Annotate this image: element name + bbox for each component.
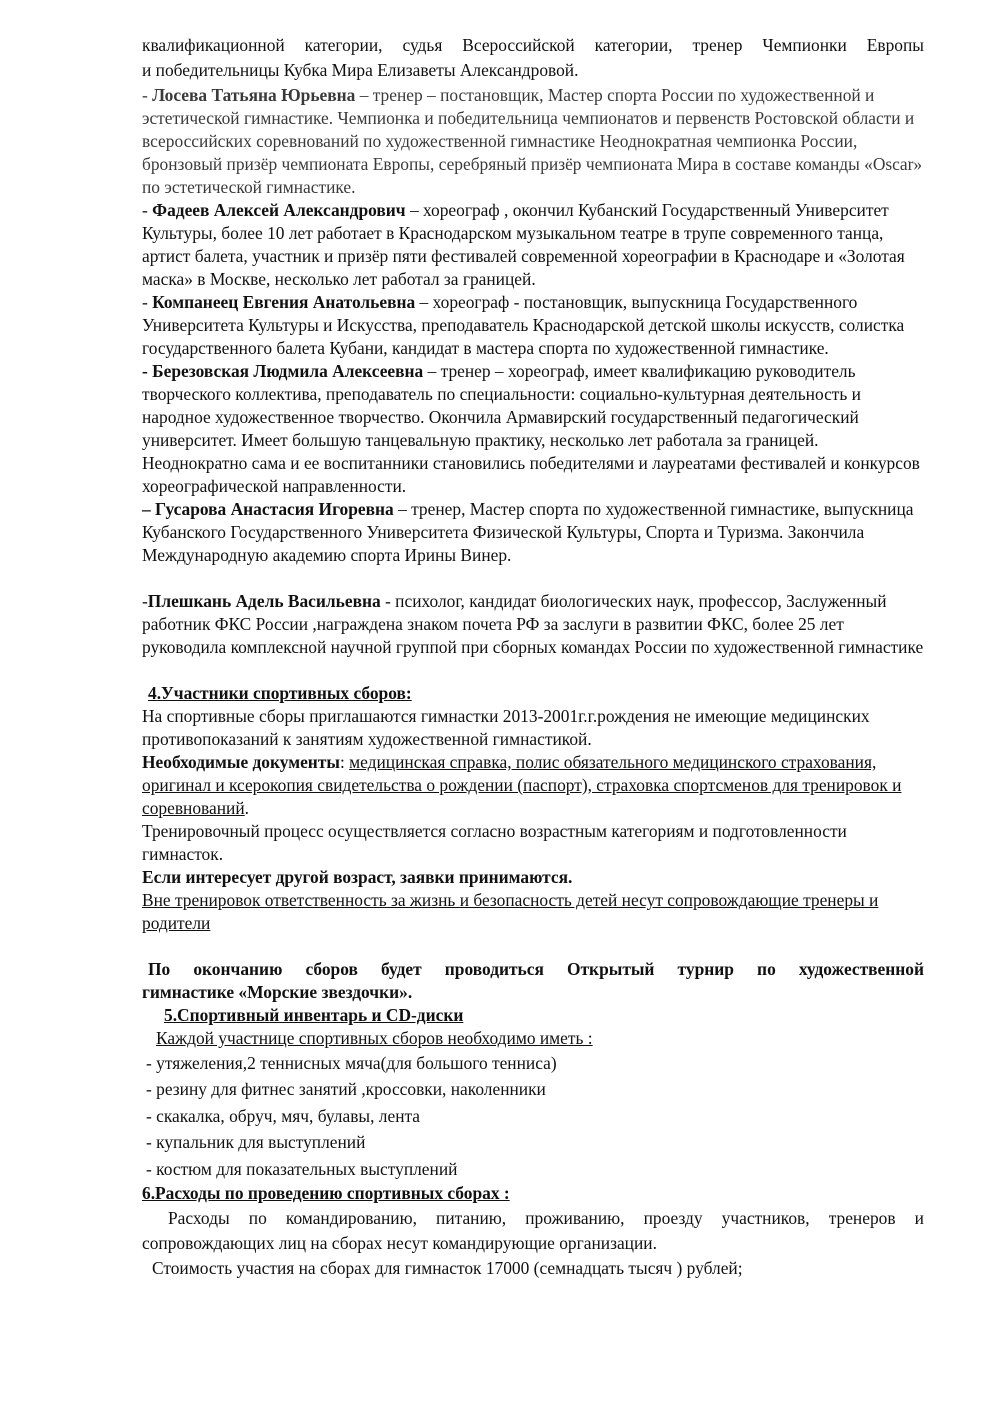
staff-entry-fadeev <box>142 199 924 291</box>
section-4-responsibility <box>142 889 924 935</box>
section-6-title: 6.Расходы по проведению спортивных сборах : <box>142 1183 510 1204</box>
section-4-training-process: Тренировочный процесс осуществляется согласно возрастным категориям и подготовленности гимнасток. <box>142 821 847 864</box>
spacer <box>142 567 924 590</box>
intro-line-2: и победительницы Кубка Мира Елизаветы Александровой. <box>142 60 579 80</box>
staff-description: – тренер – постановщик, Мастер спорта России по художественной и эстетической гимнастике. Чемпионка и победительница чемпионатов и первенств Ростовской области и всероссийских соревнований по художественной гимнастике Неоднократная чемпионка России, бронзовый призёр чемпионата Европы, серебряный призёр чемпионата Мира в составе команды «Oscar» по эстетической гимнастике. <box>142 85 923 197</box>
staff-name: Лосева Татьяна Юрьевна <box>152 85 356 105</box>
documents-list: медицинская справка, полис обязательного медицинского страхования, оригинал и ксерокопия свидетельства о рождении (паспорт), страховка спортсменов для тренировок и соревнований <box>142 752 902 818</box>
staff-prefix: - <box>142 200 153 220</box>
staff-entry-kompaneets <box>142 291 924 360</box>
staff-description: – хореограф - постановщик, выпускница Государственного Университета Культуры и Искусства, преподаватель Краснодарской детской школы искусств, солистка государственного балета Кубани, кандидат в мастера спорта по художественной гимнастике. <box>142 292 905 358</box>
staff-name: Фадеев Алексей Александрович <box>152 200 406 220</box>
section-4-title: 4.Участники спортивных сборов: <box>148 683 412 703</box>
tournament-text-1: По окончанию сборов будет проводиться Открытый турнир по художественной <box>148 959 924 979</box>
staff-name: – Гусарова Анастасия Игоревна <box>142 499 394 519</box>
tournament-text-2: гимнастике «Морские звездочки». <box>142 982 413 1002</box>
section-6-expenses-line-2: сопровождающих лиц на сборах несут командирующие организации. <box>142 1233 657 1254</box>
section-6-cost: Стоимость участия на сборах для гимнасток 17000 (семнадцать тысяч ) рублей; <box>152 1258 743 1279</box>
list-item: - скакалка, обруч, мяч, булавы, лента <box>146 1105 421 1126</box>
staff-description: - психолог, кандидат биологических наук, профессор, Заслуженный работник ФКС России ,награждена знаком почета РФ за заслуги в развитии ФКС, более 25 лет руководила комплексной научной группой при сборных командах России по художественной гимнастике <box>142 591 924 657</box>
section-5-intro <box>142 1027 924 1050</box>
staff-name: - Березовская Людмила Алексеевна <box>142 361 424 381</box>
staff-name: Плешкань Адель Васильевна <box>147 591 381 611</box>
section-4-heading <box>142 682 924 705</box>
spacer <box>142 659 924 682</box>
documents-label: Необходимые документы <box>142 752 340 772</box>
responsibility-note: Вне тренировок ответственность за жизнь и безопасность детей несут сопровождающие тренеры и родители <box>142 890 879 933</box>
list-item: - утяжеления,2 теннисных мяча(для большого тенниса) <box>146 1053 557 1073</box>
staff-description: – тренер – хореограф, имеет квалификацию руководитель творческого коллектива, преподаватель по специальности: социально-культурная деятельность и народное художественное творчество. Окончила Армавирский государственный педагогический университет. Имеет большую танцевальную практику, несколько лет работала за границей. Неоднократно сама и ее воспитанники становились победителями и лауреатами фестивалей и конкурсов хореографической направленности. <box>142 361 920 496</box>
list-item: - купальник для выступлений <box>146 1132 366 1153</box>
list-item: - костюм для показательных выступлений <box>146 1158 458 1179</box>
tournament-line-2 <box>142 981 924 1004</box>
section-6-heading <box>142 1182 924 1205</box>
staff-prefix: - <box>142 292 153 312</box>
staff-description: – тренер, Мастер спорта по художественной гимнастике, выпускница Кубанского Государственного Университета Физической Культуры, Спорта и Туризма. Закончила Международную академию спорта Ирины Винер. <box>142 499 914 565</box>
documents-end: . <box>244 798 250 818</box>
list-item: - резину для фитнес занятий ,кроссовки, наколенники <box>146 1079 546 1100</box>
documents-colon: : <box>339 752 350 772</box>
staff-entry-berezovskaya <box>142 360 924 498</box>
staff-prefix: - <box>142 85 153 105</box>
spacer <box>142 935 924 958</box>
section-4-other-age <box>142 866 924 889</box>
other-age-note: Если интересует другой возраст, заявки принимаются. <box>142 867 573 887</box>
section-5-title: 5.Спортивный инвентарь и CD-диски <box>164 1005 464 1025</box>
section-4-documents <box>142 751 924 820</box>
staff-entry-loseva <box>142 84 924 199</box>
section-4-invitation: На спортивные сборы приглашаются гимнастки 2013-2001г.г.рождения не имеющие медицинских противопоказаний к занятиям художественной гимнастикой. <box>142 706 870 749</box>
section-5-heading <box>142 1004 924 1027</box>
section-5-intro-text: Каждой участнице спортивных сборов необходимо иметь : <box>156 1028 593 1048</box>
staff-entry-gusarova <box>142 498 924 567</box>
intro-line-1: квалификационной категории, судья Всероссийской категории, тренер Чемпионки Европы <box>142 35 924 55</box>
tournament-line-1 <box>142 958 924 981</box>
staff-entry-pleshkan <box>142 590 924 659</box>
section-6-expenses-line-1: Расходы по командированию, питанию, проживанию, проезду участников, тренеров и <box>168 1208 924 1229</box>
staff-prefix: - <box>142 591 148 611</box>
document-page <box>142 34 924 1282</box>
staff-name: Компанеец Евгения Анатольевна <box>152 292 416 312</box>
staff-description: – хореограф , окончил Кубанский Государственный Университет Культуры, более 10 лет работает в Краснодарском музыкальном театре в трупе современного танца, артист балета, участник и призёр пяти фестивалей современной хореографии в Краснодаре и «Золотая маска» в Москве, несколько лет работал за границей. <box>142 200 905 289</box>
